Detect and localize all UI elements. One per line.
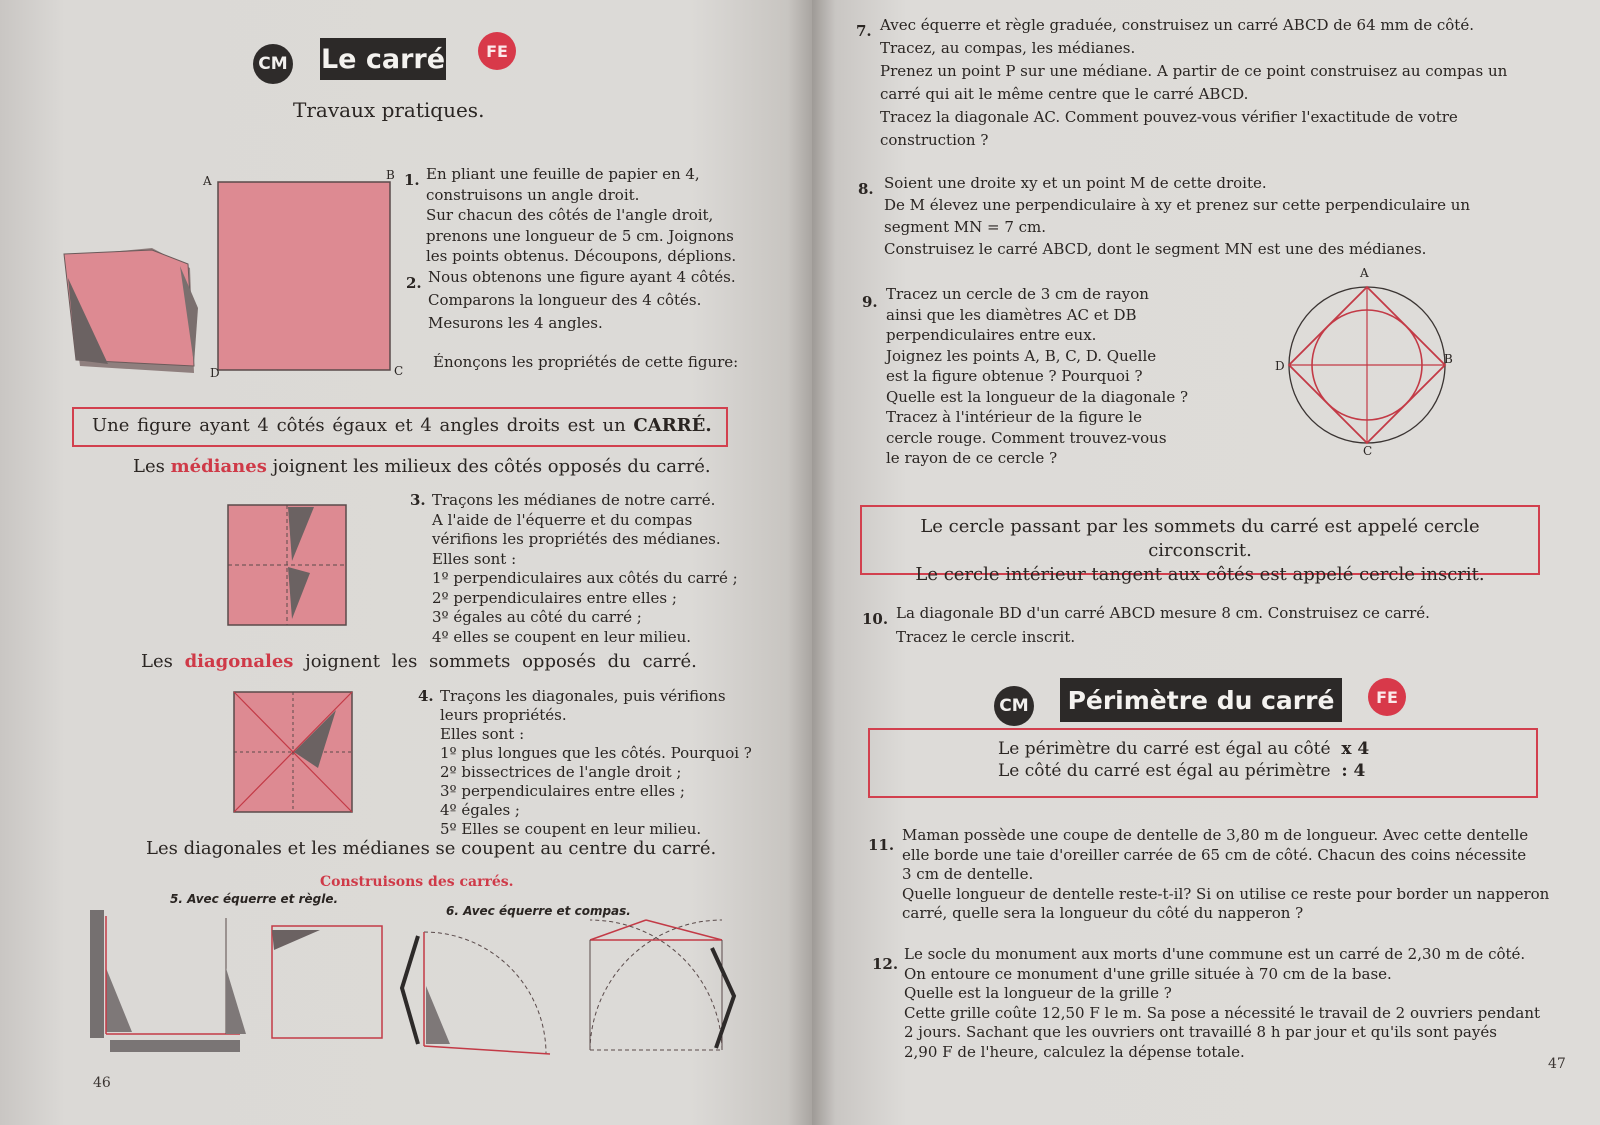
enonce-text: Énonçons les propriétés de cette figure: [433, 353, 739, 371]
fig1-label-c: C [394, 364, 404, 378]
item5-caption: 5. Avec équerre et règle. [170, 892, 339, 906]
perimetre-formula-text: Le périmètre du carré est égal au côté x 4 Le côté du carré est égal au périmètre : 4 [998, 739, 1370, 781]
page-number-right: 47 [1548, 1056, 1566, 1072]
circle-label-b: B [1444, 352, 1453, 366]
fig1-label-d: D [210, 366, 220, 380]
item4-number: 4. [418, 687, 434, 705]
ex8-text: Soient une droite xy et un point M de cette droite. De M élevez une perpendiculaire à xy et prenez sur cette perpendiculaire un segment MN = 7 cm. Construisez le carré ABCD, dont le segment MN est une des médianes. [884, 174, 1471, 258]
medianes-definition: Les médianes joignent les milieux des côtés opposés du carré. [133, 456, 711, 477]
page-number-left: 46 [93, 1075, 111, 1091]
ex10-number: 10. [862, 610, 889, 628]
diagonales-definition: Les diagonales joignent les sommets opposés du carré. [141, 651, 697, 672]
cm-badge-2: CM [994, 686, 1034, 726]
ex8-number: 8. [858, 180, 874, 198]
ex9-text: Tracez un cercle de 3 cm de rayon ainsi que les diamètres AC et DB perpendiculaires entre eux. Joignez les points A, B, C, D. Quelle est la figure obtenue ? Pourquoi ? Quelle est la longueur de la diagonale ? Tracez à l'intérieur de la figure le cercle rouge. Comment trouvez-vous le rayon de ce cercle ? [886, 285, 1188, 467]
subtitle: Travaux pratiques. [293, 98, 485, 122]
medians-figure [226, 503, 350, 629]
ex10-text: La diagonale BD d'un carré ABCD mesure 8 cm. Construisez ce carré. Tracez le cercle inscrit. [896, 604, 1430, 646]
ex11-text: Maman possède une coupe de dentelle de 3,80 m de longueur. Avec cette dentelle elle borde une taie d'oreiller carrée de 65 cm de côté. Chacun des coins nécessite 3 cm de dentelle. Quelle longueur de dentelle reste-t-il? Si on utilise ce reste pour border un napperon carré, quelle sera la longueur du côté du napperon ? [902, 826, 1550, 922]
centre-line: Les diagonales et les médianes se coupent au centre du carré. [146, 838, 717, 859]
fig1-label-b: B [386, 168, 395, 182]
item1-text: En pliant une feuille de papier en 4, construisons un angle droit. Sur chacun des côtés de l'angle droit, prenons une longueur de 5 cm. Joignons les points obtenus. Découpons, déplions. [426, 165, 737, 265]
ex11-number: 11. [868, 836, 895, 854]
ex9-number: 9. [862, 293, 878, 311]
construction-figures [84, 908, 754, 1058]
ex7-text: Avec équerre et règle graduée, construisez un carré ABCD de 64 mm de côté. Tracez, au compas, les médianes. Prenez un point P sur une médiane. A partir de ce point construisez au compas un carré qui ait le même centre que le carré ABCD. Tracez la diagonale AC. Comment pouvez-vous vérifier l'exactitude de votre construction ? [880, 16, 1508, 149]
item6-caption: 6. Avec équerre et compas. [446, 904, 631, 918]
page-title: Le carré [320, 38, 446, 80]
fe-badge: FE [478, 32, 516, 70]
item1-number: 1. [404, 171, 420, 189]
definition-text: Une figure ayant 4 côtés égaux et 4 angles droits est un CARRÉ. [92, 415, 712, 436]
section-title-perimetre: Périmètre du carré [1060, 678, 1342, 722]
folded-paper-figure [60, 168, 405, 380]
circle-label-a: A [1360, 266, 1369, 280]
item3-text: Traçons les médianes de notre carré. A l'aide de l'équerre et du compas vérifions les propriétés des médianes. Elles sont : 1º perpendiculaires aux côtés du carré ; 2º perpendiculaires entre elles ; 3º égales au côté du carré ; 4º elles se coupent en leur milieu. [432, 491, 738, 646]
fe-badge-2: FE [1368, 678, 1406, 716]
medianes-keyword: médianes [170, 456, 267, 477]
circle-square-figure [1282, 280, 1452, 450]
diagonals-figure [232, 690, 356, 816]
construisons-heading: Construisons des carrés. [320, 874, 514, 890]
item2-number: 2. [406, 274, 422, 292]
cm-badge: CM [253, 44, 293, 84]
item2-text: Nous obtenons une figure ayant 4 côtés. Comparons la longueur des 4 côtés. Mesurons les 4 angles. [428, 268, 736, 332]
ex12-text: Le socle du monument aux morts d'une commune est un carré de 2,30 m de côté. On entoure ce monument d'une grille située à 70 cm de la base. Quelle est la longueur de la grille ? Cette grille coûte 12,50 F le m. Sa pose a nécessité le travail de 2 ouvriers pendant 2 jours. Sachant que les ouvriers ont travaillé 8 h par jour et qu'ils sont payés 2,90 F de l'heure, calculez la dépense totale. [904, 945, 1541, 1061]
diagonales-keyword: diagonales [184, 651, 294, 672]
definition-keyword: CARRÉ. [633, 415, 712, 436]
ex12-number: 12. [872, 955, 899, 973]
circle-label-c: C [1363, 444, 1373, 458]
circle-label-d: D [1275, 359, 1285, 373]
ex7-number: 7. [856, 22, 872, 40]
item3-number: 3. [410, 491, 426, 509]
fig1-label-a: A [203, 174, 212, 188]
circle-definition-text: Le cercle passant par les sommets du carré est appelé cercle circonscrit. Le cercle intérieur tangent aux côtés est appelé cercle inscrit. [915, 516, 1485, 585]
right-page [812, 0, 1600, 1125]
item4-text: Traçons les diagonales, puis vérifions leurs propriétés. Elles sont : 1º plus longues que les côtés. Pourquoi ? 2º bissectrices de l'angle droit ; 3º perpendiculaires entre elles ; 4º égales ; 5º Elles se coupent en leur milieu. [440, 687, 752, 838]
